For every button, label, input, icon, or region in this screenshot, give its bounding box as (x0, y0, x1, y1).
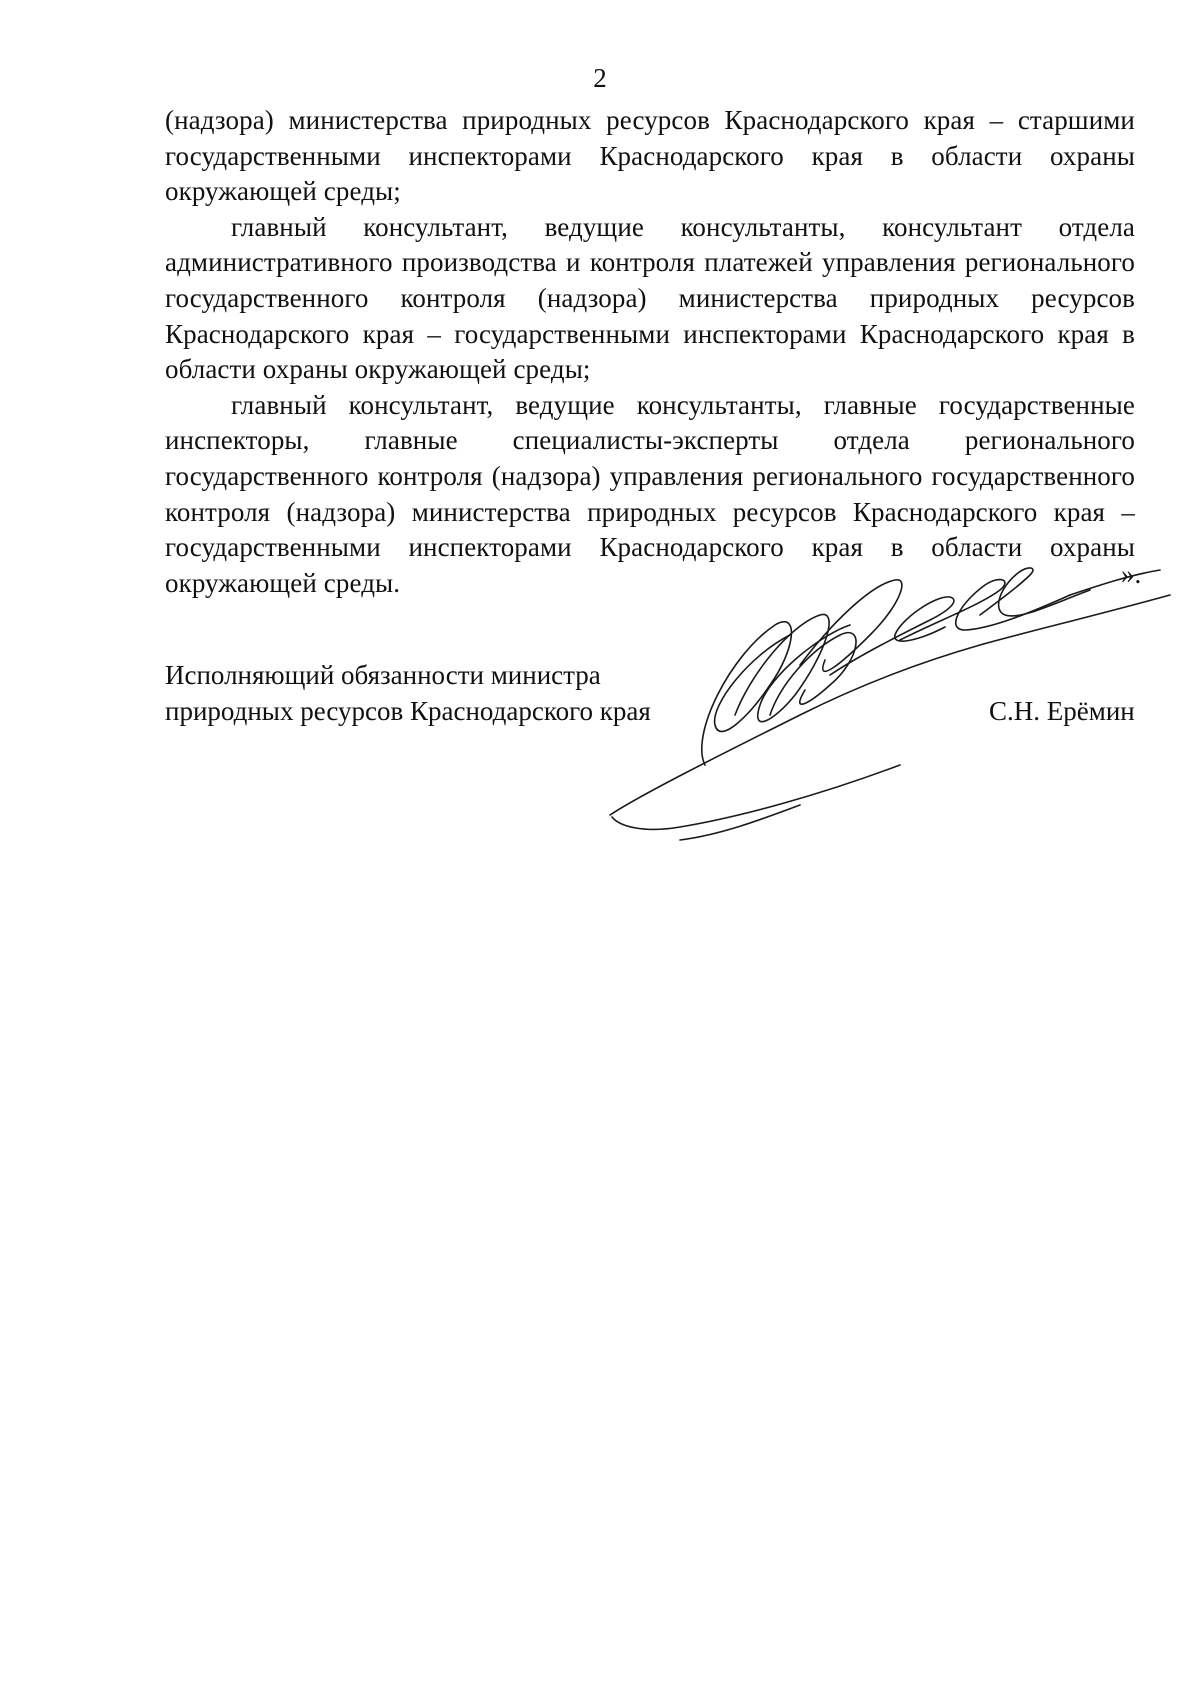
document-body (165, 103, 1135, 601)
paragraph-administrative-department: главный консультант, ведущие консультанты, консультант отдела административного производства и контроля платежей управления регионального государственного контроля (надзора) министерства природных ресурсов Краснодарского края – государственными инспекторами Краснодарского края в области охраны окружающей среды; (165, 211, 1135, 385)
signature-stroke (680, 805, 800, 840)
signature-stroke (612, 765, 900, 829)
closing-quote: ». (1121, 559, 1142, 589)
signature-stroke (900, 580, 1070, 640)
signatory-name: С.Н. Ерёмин (989, 696, 1135, 726)
signature-stroke (1070, 570, 1160, 595)
signatory-title (165, 657, 651, 729)
signatory-title-line: природных ресурсов Краснодарского края (165, 696, 651, 726)
paragraph-continuation: (надзора) министерства природных ресурсов Краснодарского края – старшими государственными инспекторами Краснодарского края в области охраны окружающей среды; (165, 105, 1135, 207)
page-number: 2 (593, 63, 607, 93)
signature-stroke (702, 622, 792, 765)
paragraph-regional-control-department: главный консультант, ведущие консультанты, главные государственные инспекторы, главные специалисты-эксперты отдела регионального государственного контроля (надзора) управления регионального государственного контроля (надзора) министерства природных ресурсов Краснодарского края – государственными инспекторами Краснодарского края в области охраны окружающей среды. (165, 389, 1135, 598)
signatory-title-line: Исполняющий обязанности министра (165, 660, 601, 690)
